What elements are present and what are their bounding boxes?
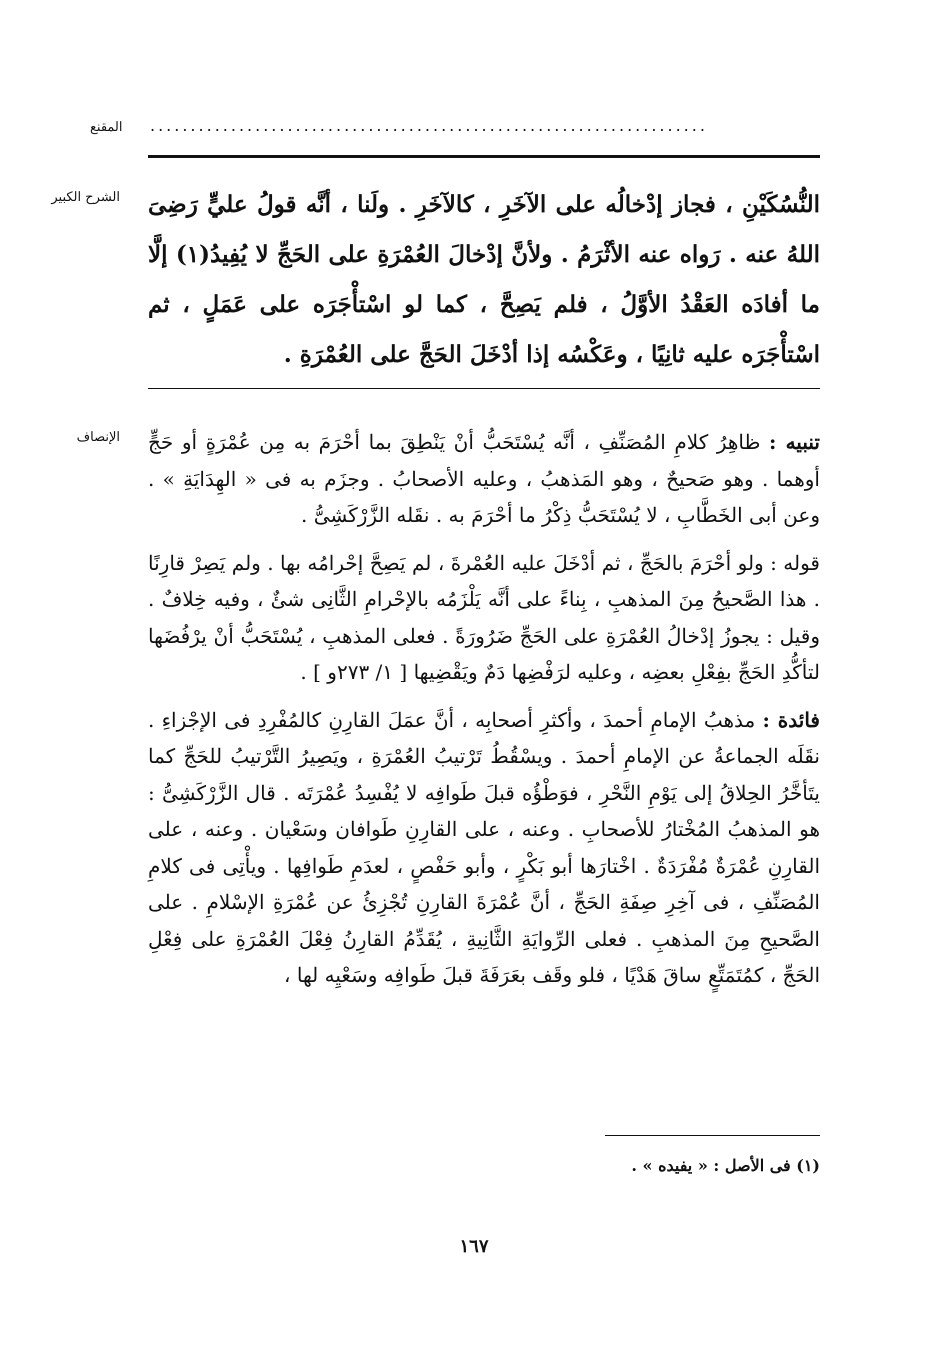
footnote: (١) فى الأصل : « يفيده » . — [631, 1156, 820, 1175]
side-label-insaf: الإنصاف — [76, 430, 120, 445]
insaf-paragraph — [148, 545, 820, 691]
paragraph-body: قوله : ولو أحْرَمَ بالحَجِّ ، ثم أدْخَلَ عليه العُمْرةَ ، لم يَصِحَّ إحْرامُه بها . ولم يَصِرْ قارِنًا . هذا الصَّحيحُ مِنَ المذهبِ ، بِناءً على أنَّه يَلْزَمُه بالإحْرامِ الثَّانِى شئٌ ، وفيه خِلافٌ . وقيل : يجوزُ إدْخالُ العُمْرَةِ على الحَجِّ ضَرُورَةً . فعلى المذهبِ ، يُسْتَحَبُّ أنْ يرْفُضَها لتأكُّدِ الحَجِّ بفِعْلِ بعضِه ، وعليه لرَفْضِها دَمٌ ويَقْضِيها [ ١/ ٢٧٣و ] . — [148, 550, 820, 684]
paragraph-lead: فائدة : — [762, 707, 820, 732]
paragraph-body: مذهبُ الإمامِ أحمدَ ، وأكثرِ أصحابِه ، أنَّ عمَلَ القارِنِ كالمُفْرِدِ فى الإجْزاءِ . نقَلَه الجماعةُ عن الإمامِ أحمدَ . ويسْقُطُ تَرْتيبُ العُمْرَةِ ، ويَصِيرُ التَّرْتيبُ للحَجِّ كما يتَأخَّرُ الحِلاقُ إلى يَوْمِ النَّحْرِ ، فوَطْؤُه قبلَ طَوافِه لا يُفْسِدُ عُمْرَتَه . قال الزَّرْكَشِىُّ : هو المذهبُ المُخْتارُ للأصحابِ . وعنه ، على القارِنِ طَوافان وسَعْيان . وعنه ، على القارِنِ عُمْرَةٌ مُفْرَدَةٌ . اخْتارَها أبو بَكْرٍ ، وأبو حَفْصٍ ، لعدَمِ طَوافِها . ويأْتِى فى كلامِ المُصَنِّفِ ، فى آخِرِ صِفَةِ الحَجِّ ، أنَّ عُمْرَةَ القارِنِ تُجْزِئُ عن عُمْرَةِ الإسْلامِ . على الصَّحيحِ مِنَ المذهبِ . فعلى الرِّوايَةِ الثَّانِيةِ ، يُقَدِّمُ القارِنُ فِعْلَ العُمْرَةِ على فِعْلِ الحَجِّ ، كمُتَمَتِّعٍ ساقَ هَدْيًا ، فلو وقَف بعَرَفَةَ قبلَ طَوافِه وسَعْيِه لها ، — [148, 707, 820, 987]
section-divider — [148, 388, 820, 389]
side-label-sharh: الشرح الكبير — [51, 190, 120, 205]
sharh-text: النُّسُكَيْنِ ، فجاز إدْخالُه على الآخَرِ ، كالآخَرِ . ولَنا ، أنَّه قولُ عليٍّ رَضِىَ اللهُ عنه . رَواه عنه الأثْرَمُ . ولأنَّ إدْخالَ العُمْرَةِ على الحَجِّ لا يُفِيدُ(١) إلَّا ما أفادَه العَقْدُ الأوَّلُ ، فلم يَصِحَّ ، كما لو اسْتأْجَرَه على عَمَلٍ ، ثم اسْتأْجَرَه عليه ثانِيًا ، وعَكْسُه إذا أدْخَلَ الحَجَّ على العُمْرَةِ . — [148, 191, 820, 368]
insaf-text — [148, 424, 820, 1005]
insaf-paragraph — [148, 702, 820, 994]
footnote-rule — [605, 1135, 820, 1136]
header-rule — [148, 155, 820, 158]
paragraph-body: ظاهِرُ كلامِ المُصَنِّفِ ، أنَّه يُسْتَحَبُّ أنْ يَنْطِقَ بما أحْرَمَ به مِن عُمْرَةٍ أو حَجٍّ أوهما . وهو صَحيحٌ ، وهو المَذهبُ ، وعليه الأصحابُ . وجزَم به فى « الهِدَايَةِ » . وعن أبى الخَطَّابِ ، لا يُسْتَحَبُّ ذِكْرُ ما أحْرَمَ به . نقَله الزَّرْكَشِىُّ . — [148, 430, 820, 527]
insaf-paragraph — [148, 424, 820, 534]
running-title: المقنع — [90, 120, 123, 135]
page-number: ١٦٧ — [459, 1236, 489, 1257]
paragraph-lead: تنبيه : — [769, 430, 820, 454]
header-dotted-leader: ..................................................................... — [150, 116, 708, 135]
